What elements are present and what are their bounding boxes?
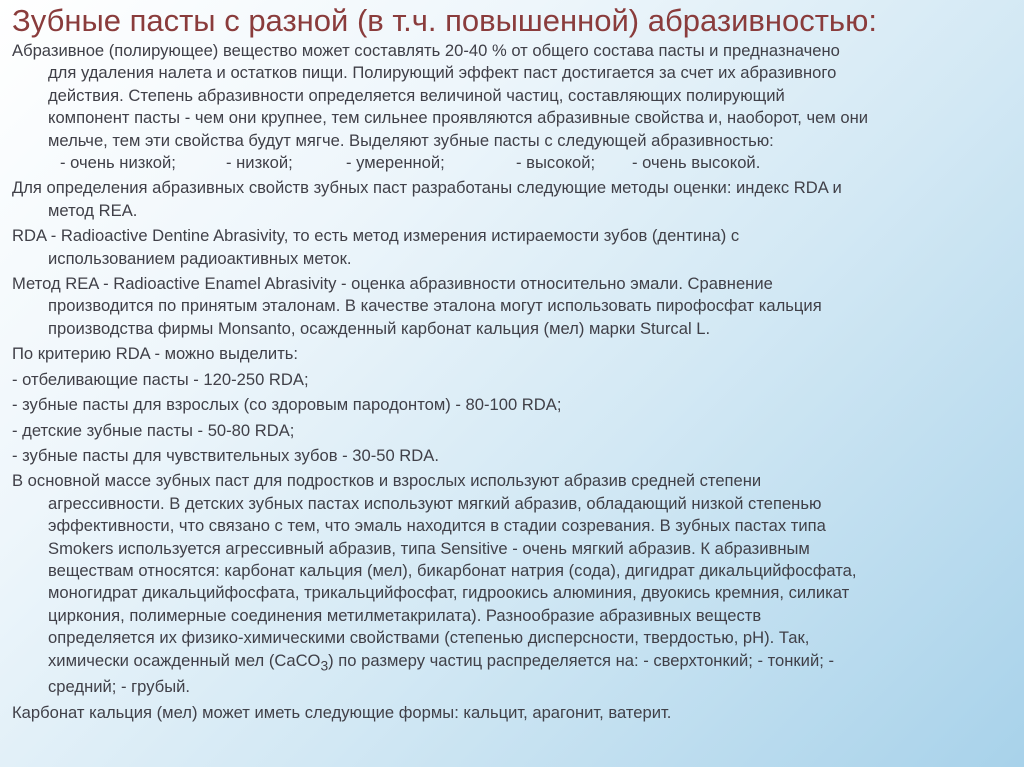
text-line: метод REA.	[48, 200, 138, 220]
rea-paragraph	[12, 273, 1012, 340]
text-line: Метод REA - Radioactive Enamel Abrasivity - оценка абразивности относительно эмали. Сравнение	[12, 274, 773, 294]
text-line: Для определения абразивных свойств зубных паст разработаны следующие методы оценки: индекс RDA и	[12, 178, 842, 198]
level-item: - умеренной;	[346, 153, 445, 173]
text-line: для удаления налета и остатков пищи. Полирующий эффект паст достигается за счет их абразивного	[48, 63, 837, 83]
text-line: действия. Степень абразивности определяется величиной частиц, составляющих полирующий	[48, 85, 785, 105]
text-line: производства фирмы Monsanto, осажденный карбонат кальция (мел) марки Sturcal L.	[48, 318, 711, 338]
level-item: - очень низкой;	[60, 153, 176, 173]
slide-title: Зубные пасты с разной (в т.ч. повышенной) абразивностью:	[12, 3, 877, 38]
text-line: моногидрат дикальцийфосфата, трикальцийфосфат, гидроокись алюминия, двуокись кремния, силикат	[48, 583, 850, 603]
level-item: - высокой;	[516, 153, 596, 173]
mass-paragraph	[12, 470, 1012, 698]
text-line: производится по принятым эталонам. В качестве эталона могут использовать пирофосфат кальция	[48, 296, 822, 316]
criteria-item: - детские зубные пасты - 50-80 RDA;	[12, 420, 295, 440]
text-line: Smokers используется агрессивный абразив, типа Sensitive - очень мягкий абразив. К абразивным	[48, 538, 810, 558]
text-line: использованием радиоактивных меток.	[48, 248, 352, 268]
text-line: веществам относятся: карбонат кальция (мел), бикарбонат натрия (сода), дигидрат дикальцийфосфата,	[48, 560, 857, 580]
text-line: агрессивности. В детских зубных пастах используют мягкий абразив, обладающий низкой степенью	[48, 493, 822, 513]
slide-body	[12, 40, 1012, 724]
rda-paragraph	[12, 225, 1012, 270]
criteria-intro: По критерию RDA - можно выделить:	[12, 344, 299, 364]
text-line: циркония, полимерные соединения метилметакрилата). Разнообразие абразивных веществ	[48, 605, 762, 625]
text-line: В основной массе зубных паст для подростков и взрослых используют абразив средней степени	[12, 471, 762, 491]
criteria-item: - зубные пасты для взрослых (со здоровым пародонтом) - 80-100 RDA;	[12, 395, 562, 415]
methods-paragraph	[12, 177, 1012, 222]
chalk-subscript: 3	[320, 656, 329, 673]
text-line: средний; - грубый.	[48, 677, 191, 697]
forms-paragraph: Карбонат кальция (мел) может иметь следующие формы: кальцит, арагонит, ватерит.	[12, 702, 672, 722]
text-line: мельче, тем эти свойства будут мягче. Выделяют зубные пасты с следующей абразивностью:	[48, 130, 774, 150]
chalk-line	[48, 650, 1012, 677]
text-line: Абразивное (полирующее) вещество может составлять 20-40 % от общего состава пасты и предназначено	[12, 41, 840, 60]
level-item: - низкой;	[226, 153, 293, 173]
chalk-text-pre: химически осажденный мел (CaCO	[48, 650, 321, 670]
text-line: определяется их физико-химическими свойствами (степенью дисперсности, твердостью, pH). Так,	[48, 628, 810, 648]
level-item: - очень высокой.	[632, 153, 761, 173]
text-line: компонент пасты - чем они крупнее, тем сильнее проявляются абразивные свойства и, наоборот, чем они	[48, 108, 869, 128]
criteria-item: - зубные пасты для чувствительных зубов - 30-50 RDA.	[12, 445, 439, 465]
text-line: эффективности, что связано с тем, что эмаль находится в стадии созревания. В зубных пастах типа	[48, 516, 826, 536]
intro-paragraph	[12, 40, 1012, 152]
abrasivity-levels	[12, 152, 1012, 174]
text-line: RDA - Radioactive Dentine Abrasivity, то есть метод измерения истираемости зубов (дентина) с	[12, 226, 740, 246]
chalk-text-post: ) по размеру частиц распределяется на: - сверхтонкий; - тонкий; -	[328, 650, 834, 670]
criteria-item: - отбеливающие пасты - 120-250 RDA;	[12, 369, 309, 389]
